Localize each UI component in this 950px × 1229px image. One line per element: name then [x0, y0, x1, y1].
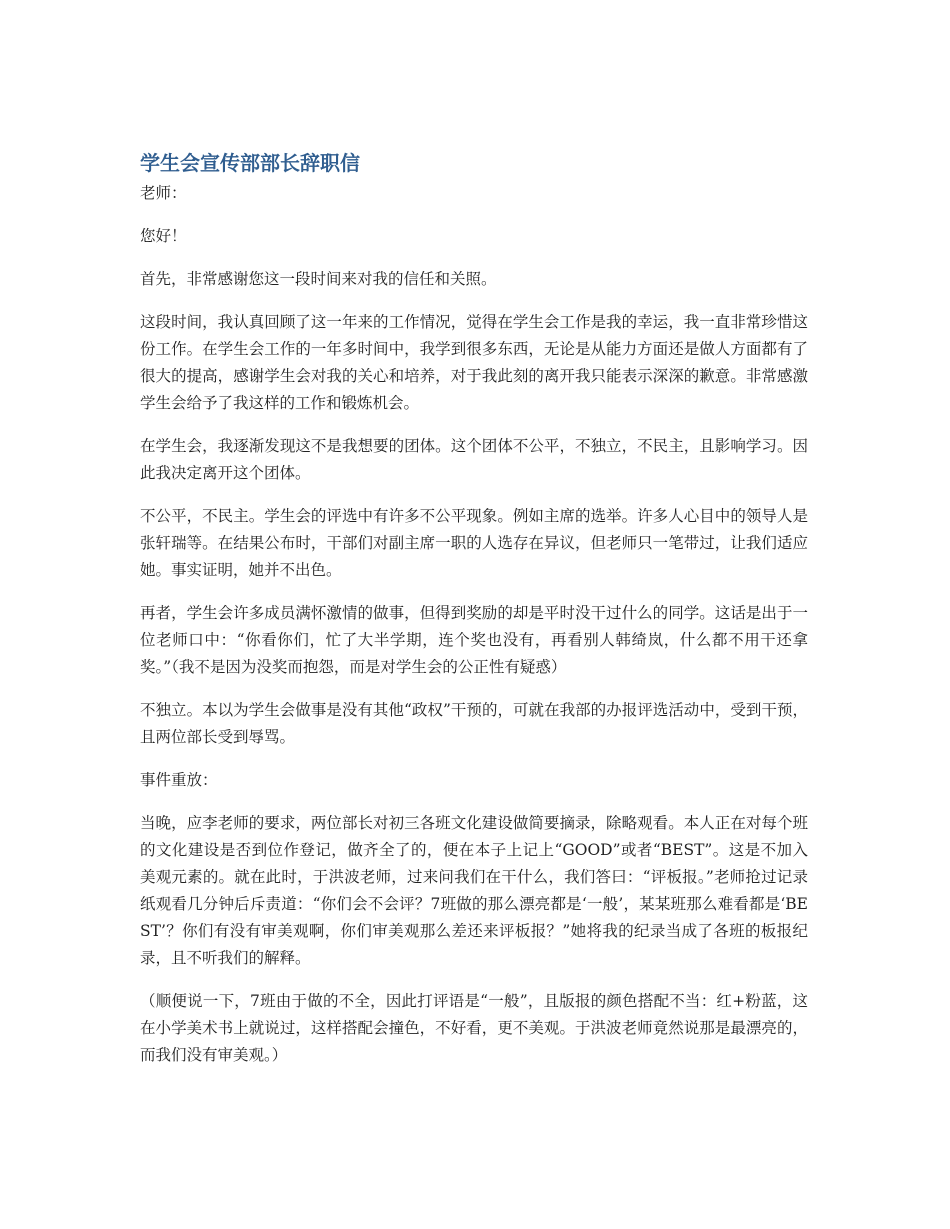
paragraph-review: 这段时间，我认真回顾了这一年来的工作情况，觉得在学生会工作是我的幸运，我一直非常珍惜这份工作。在学生会工作的一年多时间中，我学到很多东西，无论是从能力方面还是做人方面都有了很大的提高，感谢学生会对我的关心和培养，对于我此刻的离开我只能表示深深的歉意。非常感激学生会给予了我这样的工作和锻炼机会。 — [140, 313, 808, 412]
document-page — [140, 148, 808, 1085]
paragraph-event-heading: 事件重放： — [140, 771, 218, 789]
paragraph-unfair: 不公平，不民主。学生会的评选中有许多不公平现象。例如主席的选举。许多人心目中的领导人是张轩瑞等。在结果公布时，干部们对副主席一职的人选存在异议，但老师只一笔带过，让我们适应她。事实证明，她并不出色。 — [140, 507, 808, 579]
paragraph-thanks: 首先，非常感谢您这一段时间来对我的信任和关照。 — [140, 270, 497, 288]
salutation: 老师： — [140, 184, 187, 202]
greeting: 您好！ — [140, 227, 187, 245]
paragraph-decision: 在学生会，我逐渐发现这不是我想要的团体。这个团体不公平，不独立，不民主，且影响学习。因此我决定离开这个团体。 — [140, 437, 808, 482]
paragraph-note: （顺便说一下，7班由于做的不全，因此打评语是“一般”，且版报的颜色搭配不当：红+粉蓝，这在小学美术书上就说过，这样搭配会撞色，不好看，更不美观。于洪波老师竟然说那是最漂亮的，而我们没有审美观。） — [140, 992, 808, 1064]
paragraph-event: 当晚，应李老师的要求，两位部长对初三各班文化建设做简要摘录，除略观看。本人正在对每个班的文化建设是否到位作登记，做齐全了的，便在本子上记上“GOOD”或者“BEST”。这是不加入美观元素的。就在此时，于洪波老师，过来问我们在干什么，我们答曰：“评板报。”老师抢过记录纸观看几分钟后斥责道：“你们会不会评？7班做的那么漂亮都是‘一般’，某某班那么难看都是‘BEST’？你们有没有审美观啊，你们审美观那么差还来评板报？”她将我的纪录当成了各班的板报纪录，且不听我们的解释。 — [140, 814, 808, 967]
paragraph-rewards: 再者，学生会许多成员满怀激情的做事，但得到奖励的却是平时没干过什么的同学。这话是出于一位老师口中：“你看你们，忙了大半学期，连个奖也没有，再看别人韩绮岚，什么都不用干还拿奖。”（我不是因为没奖而抱怨，而是对学生会的公正性有疑惑） — [140, 604, 808, 676]
document-title: 学生会宣传部部长辞职信 — [140, 151, 360, 175]
paragraph-independence: 不独立。本以为学生会做事是没有其他“政权”干预的，可就在我部的办报评选活动中，受到干预，且两位部长受到辱骂。 — [140, 701, 808, 746]
